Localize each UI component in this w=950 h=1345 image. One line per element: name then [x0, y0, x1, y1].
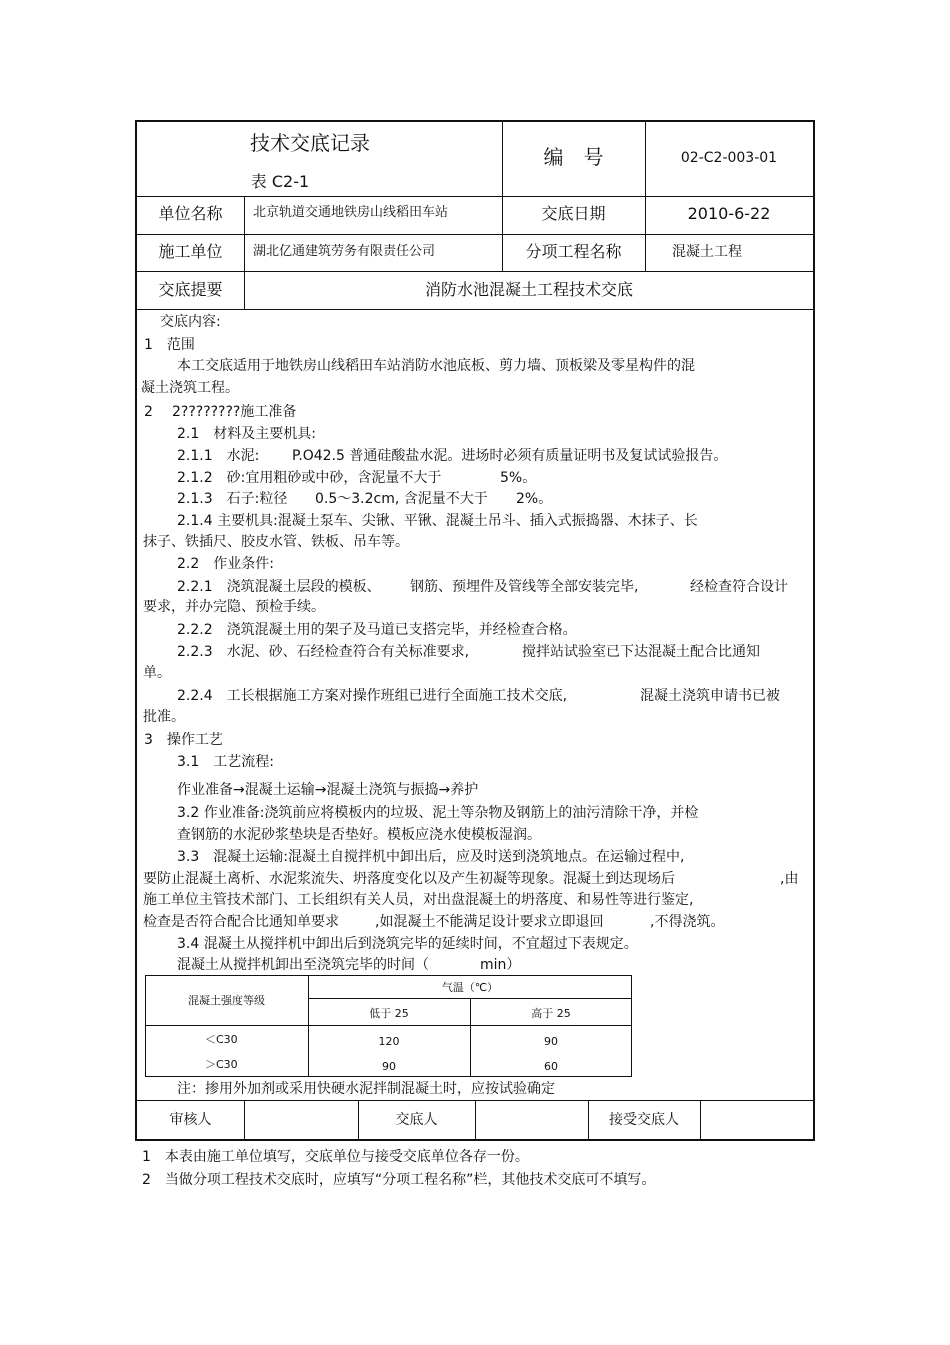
section-2-2-4-a: 2.2.4 工长根据施工方案对操作班组已进行全面施工技术交底,: [177, 688, 568, 704]
section-2-1-3-c: 2%。: [516, 491, 553, 507]
rule-col-right: [645, 120, 646, 271]
section-2-2-2: 2.2.2 浇筑混凝土用的架子及马道已支搭完毕，并经检查合格。: [177, 622, 577, 638]
table-row-1-high: 90: [544, 1035, 558, 1048]
section-3-3-c: 施工单位主管技术部门、工长组织有关人员，对出盘混凝土的坍落度、和易性等进行鉴定,: [143, 892, 694, 908]
section-2-1-1-a: 2.1.1 水泥:: [177, 448, 260, 464]
receiver-label: 接受交底人: [609, 1112, 679, 1128]
section-2-2-1-a: 2.2.1 浇筑混凝土层段的模板、: [177, 579, 381, 595]
section-2-1-4-b: 抹子、铁插尺、胶皮水管、铁板、吊车等。: [143, 534, 409, 550]
section-2-1-3-a: 2.1.3 石子:粒径: [177, 491, 288, 507]
constructor-value: 湖北亿通建筑劳务有限责任公司: [253, 244, 436, 259]
table-row-1-grade: ＜C30: [205, 1033, 238, 1046]
unit-value: 北京轨道交通地铁房山线稻田车站: [253, 205, 449, 220]
section-2-2-3-b: 搅拌站试验室已下达混凝土配合比通知: [522, 644, 760, 660]
subproject-value: 混凝土工程: [672, 244, 742, 260]
section-2-2-1-b: 钢筋、预埋件及管线等全部安装完毕,: [410, 579, 639, 595]
time-table-rule-2: [145, 1025, 632, 1026]
rule-sig-5: [700, 1100, 701, 1141]
section-2-1-2-b: 5%。: [500, 470, 537, 486]
section-2-1-2-a: 2.1.2 砂:宜用粗砂或中砂，含泥量不大于: [177, 470, 442, 486]
section-2-2-4-b: 混凝土浇筑申请书已被: [640, 688, 780, 704]
form-number: 表 C2-1: [250, 172, 310, 191]
table-row-2-grade: ＞C30: [205, 1058, 238, 1071]
subproject-label: 分项工程名称: [525, 242, 622, 261]
table-header-grade: 混凝土强度等级: [188, 994, 265, 1007]
table-caption-a: 混凝土从搅拌机卸出至浇筑完毕的时间（: [177, 957, 429, 973]
section-2-2-4-c: 批准。: [143, 709, 185, 725]
table-row-2-low: 90: [382, 1060, 396, 1073]
rule-unit: [135, 234, 815, 235]
section-3-2-b: 查钢筋的水泥砂浆垫块是否垫好。模板应浇水使模板湿润。: [177, 827, 541, 843]
section-1-title: 1 范围: [144, 337, 195, 353]
rule-header: [135, 196, 815, 197]
section-3-4: 3.4 混凝土从搅拌机中卸出后到浇筑完毕的延续时间，不宜超过下表规定。: [177, 936, 638, 952]
section-3-1: 3.1 工艺流程:: [177, 754, 274, 770]
section-2-1-3-b: 0.5～3.2cm, 含泥量不大于: [315, 491, 488, 507]
table-row-1-low: 120: [378, 1035, 400, 1048]
section-2-number: 2: [144, 404, 153, 420]
reviewer-label: 审核人: [169, 1112, 212, 1128]
section-3-3-a: 3.3 混凝土运输:混凝土自搅拌机中卸出后，应及时送到浇筑地点。在运输过程中,: [177, 849, 685, 865]
section-2-2-1-c: 经检查符合设计: [690, 579, 788, 595]
code-value: 02-C2-003-01: [680, 150, 778, 166]
constructor-label: 施工单位: [158, 242, 223, 261]
section-3-3-d3: ,不得浇筑。: [650, 914, 725, 930]
section-3-3-d2: ,如混凝土不能满足设计要求立即退回: [375, 914, 604, 930]
table-note: 注：掺用外加剂或采用快硬水泥拌制混凝土时，应按试验确定: [177, 1081, 555, 1097]
unit-label: 单位名称: [158, 204, 223, 223]
section-2-2-1-d: 要求，并办完隐、预检手续。: [143, 599, 325, 615]
footnote-1: 1 本表由施工单位填写，交底单位与接受交底单位各存一份。: [142, 1149, 529, 1165]
process-flow: 作业准备→混凝土运输→混凝土浇筑与振捣→养护: [177, 782, 479, 798]
table-header-high: 高于 25: [531, 1007, 571, 1020]
section-3-3-d1: 检查是否符合配合比通知单要求: [143, 914, 339, 930]
content-label: 交底内容:: [160, 314, 221, 330]
section-2-1-4-a: 2.1.4 主要机具:混凝土泵车、尖锹、平锹、混凝土吊斗、插入式振捣器、木抹子、长: [177, 513, 698, 529]
section-2-1-1-b: P.O42.5 普通硅酸盐水泥。进场时必须有质量证明书及复试试验报告。: [292, 448, 728, 464]
summary-label: 交底提要: [158, 280, 223, 299]
rule-constructor: [135, 271, 815, 272]
table-caption-b: min）: [480, 957, 521, 973]
section-2-title: 2????????施工准备: [172, 404, 297, 420]
rule-sig-1: [244, 1100, 245, 1141]
footnote-2: 2 当做分项工程技术交底时，应填写“分项工程名称”栏，其他技术交底可不填写。: [142, 1172, 656, 1188]
date-label: 交底日期: [541, 204, 606, 223]
rule-summary: [135, 309, 815, 310]
table-row-2-high: 60: [544, 1060, 558, 1073]
section-1-text: 本工交底适用于地铁房山线稻田车站消防水池底板、剪力墙、顶板梁及零星构件的混: [177, 358, 695, 374]
form-title: 技术交底记录: [250, 131, 370, 155]
discloser-label: 交底人: [395, 1112, 438, 1128]
section-2-2-3-c: 单。: [143, 665, 171, 681]
section-1-text-cont: 凝土浇筑工程。: [141, 380, 239, 396]
table-header-temp: 气温（℃）: [441, 981, 499, 994]
section-3-title: 3 操作工艺: [144, 732, 223, 748]
rule-sig-3: [475, 1100, 476, 1141]
code-label: 编 号: [543, 145, 604, 169]
section-2-2: 2.2 作业条件:: [177, 556, 274, 572]
section-2-2-3-a: 2.2.3 水泥、砂、石经检查符合有关标准要求,: [177, 644, 470, 660]
section-3-2-a: 3.2 作业准备:浇筑前应将模板内的垃圾、泥土等杂物及钢筋上的油污清除干净，并检: [177, 805, 699, 821]
section-2-1: 2.1 材料及主要机具:: [177, 426, 316, 442]
summary-value: 消防水池混凝土工程技术交底: [424, 280, 633, 299]
date-value: 2010-6-22: [687, 204, 771, 223]
section-3-3-b: 要防止混凝土离析、水泥浆流失、坍落度变化以及产生初凝等现象。混凝土到达现场后: [143, 871, 675, 887]
table-header-low: 低于 25: [369, 1007, 409, 1020]
section-3-3-b2: ,由: [780, 871, 799, 887]
